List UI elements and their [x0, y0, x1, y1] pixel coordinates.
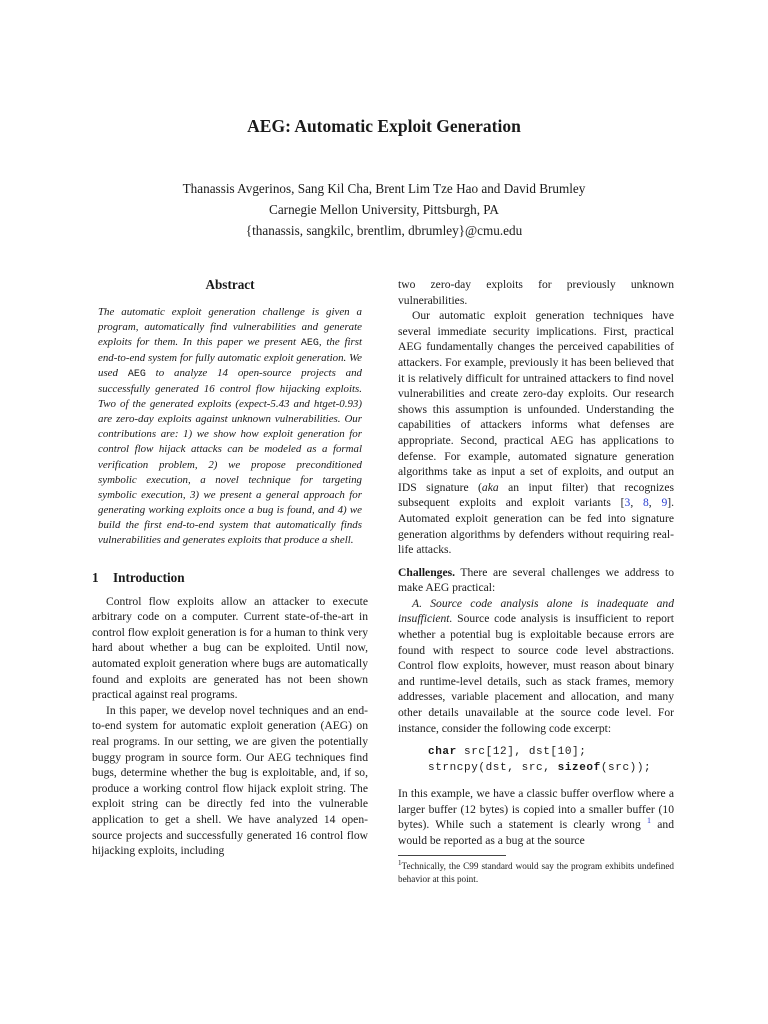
intro-paragraph-3: [398, 308, 674, 558]
author-affiliation: Carnegie Mellon University, Pittsburgh, PA: [269, 202, 499, 217]
example-paragraph: [398, 786, 674, 848]
citation-link[interactable]: 8: [642, 496, 649, 510]
footnote-text: Technically, the C99 standard would say the program exhibits undefined behavior at this point.: [398, 860, 674, 884]
left-column: [92, 277, 368, 859]
right-column: [398, 277, 674, 886]
code-line-2: [428, 760, 674, 776]
intro-paragraph-continued: two zero-day exploits for previously unknown vulnerabilities.: [398, 278, 674, 307]
footnote-divider: [398, 855, 506, 856]
aeg-name: AEG: [127, 368, 146, 380]
abstract-text-part: The automatic exploit generation challenge is given a program, automatically find vulnerabilities and generate exploits for them. In this paper we present: [98, 305, 362, 348]
abstract-heading: Abstract: [205, 277, 255, 292]
intro-paragraph-2: In this paper, we develop novel techniques and an end-to-end system for automatic exploit generation (AEG) on real programs. In our setting, we are given the potentially buggy program in source form. Our AEG techniques find bugs, determine whether the bug is exploitable, and, if so, produce a working control flow hijack exploit string. The exploit string can be directly fed into the vulnerable application to get a shell. We have analyzed 14 open-source projects and successfully generated 16 control flow hijacking exploits, including: [92, 703, 368, 858]
section-title: Introduction: [113, 570, 185, 586]
paragraph-text: There are several challenges we address to make AEG practical:: [398, 565, 674, 595]
challenges-paragraph: [398, 565, 674, 596]
abstract-text-part: to analyze 14 open-source projects and successfully generated 16 control flow hijacking exploits. Two of the generated exploits (expect-5.43 and htget-0.93) are zero-day exploits against unknown vulnerabilities. Our contributions are: 1) we show how exploit generation for control flow hijack attacks can be modeled as a formal verification problem, 2) we propose preconditioned symbolic execution, a novel technique for targeting symbolic execution, 3) we present a general approach for generating working exploits once a bug is found, and 4) we build the first end-to-end system that automatically finds vulnerabilities and generates exploits that produce a shell.: [98, 366, 362, 546]
paragraph-text: In this example, we have a classic buffer overflow where a larger buffer (12 bytes) is copied into a smaller buffer (10 bytes). While such a statement is clearly wrong: [398, 787, 674, 832]
challenge-a-paragraph: [398, 596, 674, 736]
citation-separator: ,: [648, 496, 662, 510]
author-emails: {thanassis, sangkilc, brentlim, dbrumley}@cmu.edu: [245, 223, 523, 238]
code-keyword: char: [428, 746, 457, 759]
paragraph-text: an input filter) that recognizes subsequent exploits and exploit variants [: [398, 480, 674, 510]
paragraph-text: Our automatic exploit generation techniques have several immediate security implications. First, practical AEG fundamentally changes the perceived capabilities of attackers. For example, previously it has been believed that it is relatively difficult for untrained attackers to find novel vulnerabilities and create zero-day exploits. Our research shows this assumption is unfounded. Understanding the capabilities of attackers informs what defenses are appropriate. Second, practical AEG has applications to defense. For example, automated signature generation algorithms take as input a set of exploits, and output an IDS signature (: [398, 309, 674, 494]
section-number: 1: [92, 570, 99, 586]
code-excerpt: [428, 744, 674, 776]
paragraph-text: ]. Automated exploit generation can be fed into signature generation algorithms by defenders without requiring real-life attacks.: [398, 496, 674, 557]
code-text: src[12], dst[10];: [456, 746, 587, 759]
aeg-name: AEG: [300, 337, 319, 349]
citation-link[interactable]: 3: [624, 496, 631, 510]
paper-title: AEG: Automatic Exploit Generation: [247, 116, 521, 136]
author-block: [0, 178, 768, 241]
code-text: strncpy(dst, src,: [428, 762, 558, 775]
challenge-a-label: A. Source code analysis alone is inadequate and insufficient.: [398, 596, 674, 626]
challenges-label: Challenges.: [398, 565, 456, 579]
intro-paragraph-1: Control flow exploits allow an attacker to execute arbitrary code on a computer. Current state-of-the-art in control flow exploit generation is for a human to think very hard about whether a bug can be exploited. Until now, automated exploit generation where bugs are automatically found and exploits are generated has not been shown practical against real programs.: [92, 594, 368, 702]
footnote-reference[interactable]: 1: [647, 816, 652, 826]
paragraph-text: Source code analysis is insufficient to report whether a potential bug is exploitable because errors are found with respect to source code level abstractions. Control flow exploits, however, must reason about binary and runtime-level details, such as stack frames, memory addresses, variable placement and allocation, and many other details unavailable at the source code level. For instance, consider the following code excerpt:: [398, 612, 674, 735]
abstract-text: [92, 305, 368, 549]
footnote-mark: 1: [398, 858, 402, 867]
citation-separator: ,: [630, 496, 643, 510]
abstract-text-part: , the first end-to-end system for fully automatic exploit generation. We used: [98, 335, 362, 379]
author-names: Thanassis Avgerinos, Sang Kil Cha, Brent Lim Tze Hao and David Brumley: [182, 181, 586, 196]
footnote: [398, 860, 674, 886]
code-line-1: [428, 744, 674, 760]
section-heading-introduction: [92, 570, 368, 586]
citation-link[interactable]: 9: [661, 496, 668, 510]
aka-text: aka: [481, 480, 499, 494]
code-text: (src));: [600, 762, 652, 775]
paragraph-text: and would be reported as a bug at the source: [398, 818, 674, 847]
code-keyword: sizeof: [557, 762, 601, 775]
